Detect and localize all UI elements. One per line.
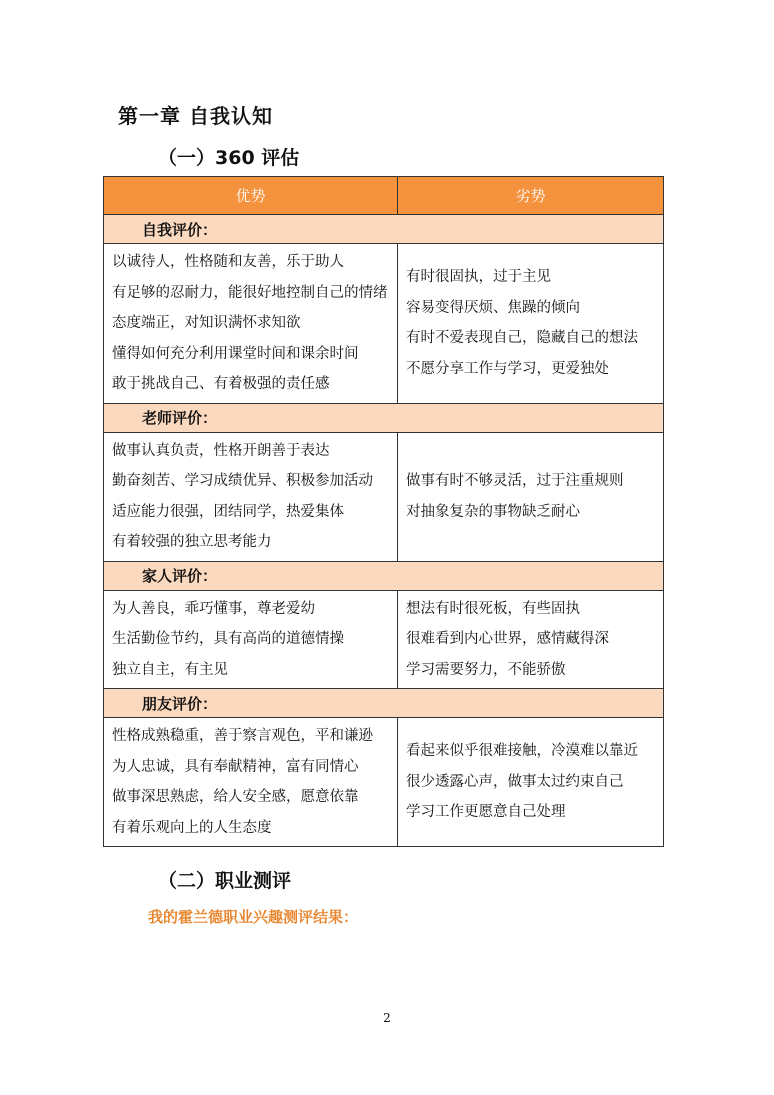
evaluation-row: [104, 590, 664, 689]
weakness-item: 做事有时不够灵活，过于注重规则: [406, 473, 624, 489]
category-row: [104, 689, 664, 718]
weakness-item: 不愿分享工作与学习，更爱独处: [406, 360, 609, 377]
category-row: [104, 403, 664, 432]
category-row: [104, 215, 664, 244]
weakness-item: 很难看到内心世界，感情藏得深: [406, 631, 609, 647]
strength-item: 性格成熟稳重，善于察言观色，平和谦逊: [112, 728, 373, 744]
header-weaknesses: 劣势: [398, 177, 664, 215]
strength-item: 有着较强的独立思考能力: [112, 534, 272, 550]
table-header-row: [104, 177, 664, 215]
category-label: 家人评价：: [104, 561, 664, 590]
strength-item: 敢于挑战自己、有着极强的责任感: [112, 376, 330, 392]
evaluation-row: [104, 718, 664, 847]
category-label: 自我评价：: [104, 215, 664, 244]
strength-item: 以诚待人，性格随和友善，乐于助人: [112, 254, 344, 270]
chapter-title: 第一章 自我认知: [118, 104, 273, 128]
weakness-item: 想法有时很死板，有些固执: [406, 600, 580, 617]
weaknesses-cell: [398, 718, 664, 847]
strengths-cell: [104, 718, 398, 847]
weaknesses-cell: [398, 590, 664, 689]
strength-item: 态度端正，对知识满怀求知欲: [112, 315, 301, 331]
weakness-item: 容易变得厌烦、焦躁的倾向: [406, 299, 580, 316]
weakness-item: 有时不爱表现自己，隐藏自己的想法: [406, 330, 638, 347]
header-strengths: 优势: [104, 177, 398, 215]
strength-item: 做事认真负责，性格开朗善于表达: [112, 442, 330, 459]
weaknesses-cell: [398, 432, 664, 561]
evaluation-row: [104, 244, 664, 404]
weakness-item: 很少透露心声，做事太过约束自己: [406, 773, 624, 790]
category-row: [104, 561, 664, 590]
section-title-360: （一）360 评估: [158, 147, 300, 169]
strength-item: 生活勤俭节约，具有高尚的道德情操: [112, 631, 344, 647]
section-title-career: （二）职业测评: [158, 870, 292, 892]
weaknesses-cell: [398, 244, 664, 404]
weakness-item: 学习需要努力，不能骄傲: [406, 661, 566, 678]
strengths-cell: [104, 244, 398, 404]
weakness-item: 对抽象复杂的事物缺乏耐心: [406, 503, 580, 520]
category-label: 老师评价：: [104, 403, 664, 432]
weakness-item: 学习工作更愿意自己处理: [406, 804, 566, 821]
strength-item: 做事深思熟虑，给人安全感，愿意依靠: [112, 789, 359, 805]
strength-item: 为人善良，乖巧懂事，尊老爱幼: [112, 600, 315, 617]
strength-item: 懂得如何充分利用课堂时间和课余时间: [112, 345, 359, 362]
strength-item: 有足够的忍耐力，能很好地控制自己的情绪: [112, 284, 388, 301]
weakness-item: 有时很固执，过于主见: [406, 269, 551, 286]
evaluation-row: [104, 432, 664, 561]
strengths-cell: [104, 590, 398, 689]
holland-result-label: 我的霍兰德职业兴趣测评结果：: [148, 908, 359, 926]
category-label: 朋友评价：: [104, 689, 664, 718]
strength-item: 独立自主，有主见: [112, 661, 228, 678]
strength-item: 有着乐观向上的人生态度: [112, 819, 272, 836]
strength-item: 勤奋刻苦、学习成绩优异、积极参加活动: [112, 473, 373, 489]
weakness-item: 看起来似乎很难接触，冷漠难以靠近: [406, 743, 638, 760]
strength-item: 适应能力很强，团结同学，热爱集体: [112, 503, 344, 520]
strengths-cell: [104, 432, 398, 561]
evaluation-table: [103, 176, 664, 847]
strength-item: 为人忠诚，具有奉献精神，富有同情心: [112, 758, 359, 775]
page-number: 2: [383, 1011, 391, 1025]
